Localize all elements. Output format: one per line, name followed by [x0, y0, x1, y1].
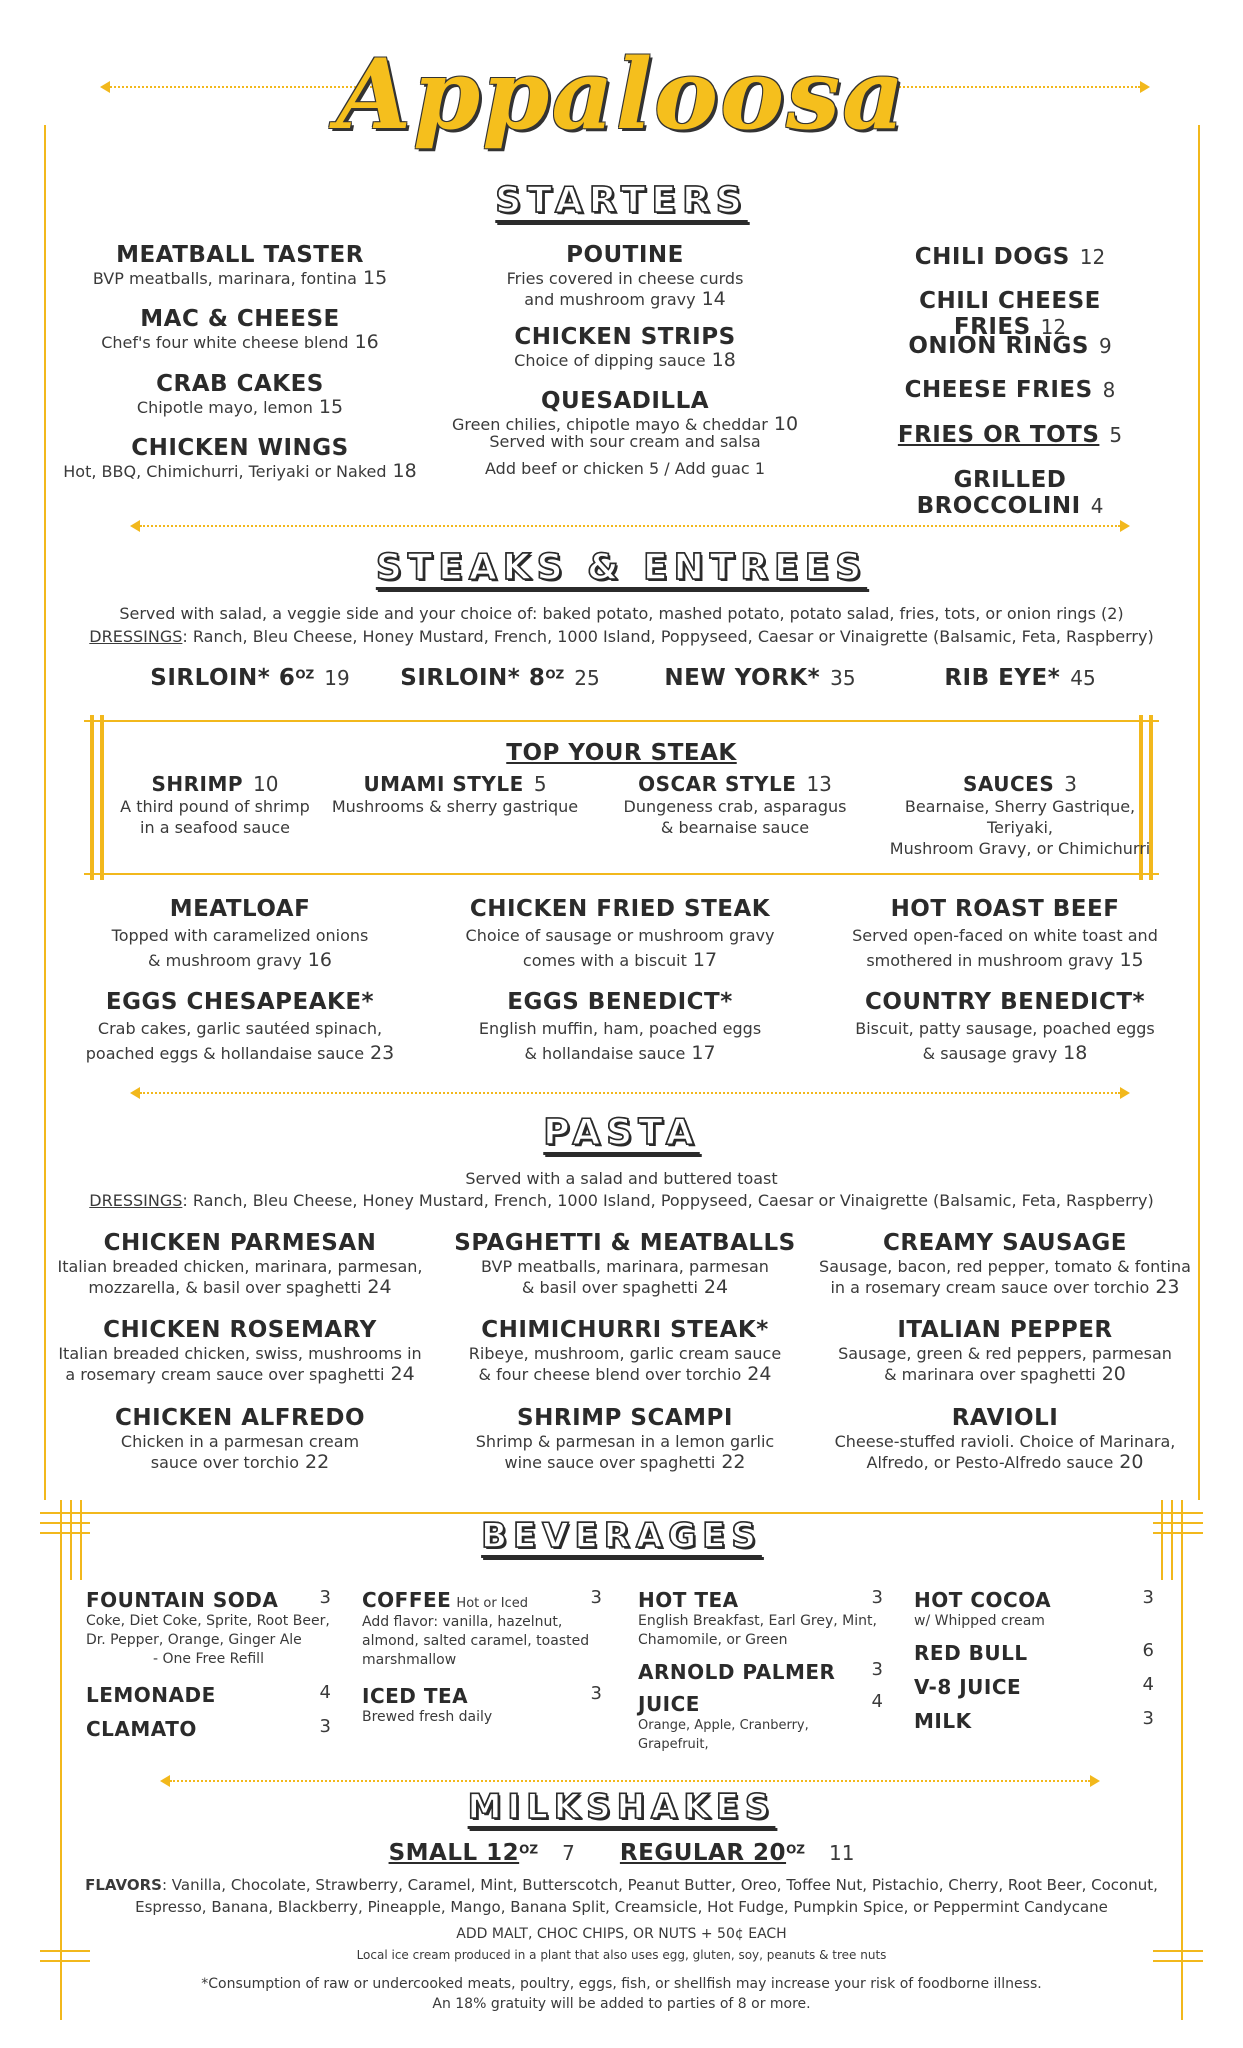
menu-item: CHICKEN FRIED STEAK Choice of sausage or mushroom gravy comes with a biscuit 17: [465, 896, 775, 971]
menu-item: CREAMY SAUSAGE Sausage, bacon, red pepper, tomato & fontina in a rosemary cream sauce over torchio 23: [819, 1230, 1191, 1298]
milkshake-flavors-2: Espresso, Banana, Blackberry, Pineapple, Mango, Banana Split, Creamsicle, Hot Fudge, Pumpkin Spice, or Peppermint Candycane: [135, 1898, 1108, 1916]
menu-item: EGGS BENEDICT* English muffin, ham, poached eggs & hollandaise sauce 17: [478, 989, 762, 1064]
menu-item: MAC & CHEESE Chef's four white cheese blend 16: [101, 306, 379, 353]
menu-item: CHICKEN ALFREDO Chicken in a parmesan cream sauce over torchio 22: [114, 1405, 366, 1473]
menu-item: SPAGHETTI & MEATBALLS BVP meatballs, marinara, parmesan & basil over spaghetti 24: [454, 1230, 796, 1298]
frame-left-line: [44, 125, 46, 1500]
arrow-icon: [130, 520, 140, 532]
menu-item: QUESADILLA Green chilies, chipotle mayo & cheddar 10 Served with sour cream and salsa Add beef or chicken 5 / Add guac 1: [451, 388, 799, 478]
arrow-icon: [130, 1087, 140, 1099]
divider: [140, 1092, 1120, 1094]
steak-cut: SIRLOIN* $8^{OZ}$ 25: [400, 665, 600, 691]
menu-item: SHRIMP SCAMPI Shrimp & parmesan in a lemon garlic wine sauce over spaghetti 22: [475, 1405, 775, 1473]
beverage-column: FOUNTAIN SODA 3 Coke, Diet Coke, Sprite, Root Beer, Dr. Pepper, Orange, Ginger Ale - One Free Refill LEMONADE 4 CLAMATO 3: [86, 1587, 331, 1741]
section-title-beverages: BEVERAGES: [481, 1516, 762, 1556]
menu-item: CRAB CAKES Chipotle mayo, lemon 15: [136, 371, 344, 418]
arrow-icon: [1090, 1775, 1100, 1787]
topping-item: UMAMI STYLE 5 Mushrooms & sherry gastrique: [331, 772, 579, 816]
menu-item: CHICKEN WINGS Hot, BBQ, Chimichurri, Teriyaki or Naked 18: [63, 435, 417, 482]
pasta-dressings: DRESSINGS: Ranch, Bleu Cheese, Honey Mustard, French, 1000 Island, Poppyseed, Caesar or Vinaigrette (Balsamic, Feta, Raspberry): [89, 1191, 1154, 1210]
menu-item: EGGS CHESAPEAKE* Crab cakes, garlic sautéed spinach, poached eggs & hollandaise sauce 23: [85, 989, 395, 1064]
frame-line: [1181, 1500, 1183, 2020]
footer-gratuity: An 18% gratuity will be added to parties of 8 or more.: [432, 1996, 811, 2012]
steak-cut: NEW YORK* 35: [664, 665, 856, 691]
section-title-pasta: PASTA: [543, 1112, 700, 1153]
menu-item: COUNTRY BENEDICT* Biscuit, patty sausage, poached eggs & sausage gravy 18: [855, 989, 1155, 1064]
milkshake-sizes: SMALL $12^{OZ}$ 7 REGULAR $20^{OZ}$ 11: [388, 1840, 855, 1866]
pasta-note: Served with a salad and buttered toast: [465, 1169, 778, 1188]
menu-item: MEATLOAF Topped with caramelized onions & mushroom gravy 16: [111, 896, 369, 971]
arrow-icon: [1120, 1087, 1130, 1099]
section-title-starters: STARTERS: [495, 180, 748, 221]
box-line: [84, 873, 1159, 875]
menu-item: CHICKEN ROSEMARY Italian breaded chicken, swiss, mushrooms in a rosemary cream sauce over spaghetti 24: [58, 1317, 422, 1385]
menu-item: CHILI CHEESE FRIES 12: [919, 288, 1101, 340]
menu-item: GRILLED BROCCOLINI 4: [916, 467, 1104, 519]
steaks-note: Served with salad, a veggie side and your choice of: baked potato, mashed potato, potato salad, fries, tots, or onion rings (2): [119, 604, 1124, 623]
menu-item: MEATBALL TASTER BVP meatballs, marinara, fontina 15: [92, 242, 388, 289]
menu-item: CHEESE FRIES 8: [904, 377, 1116, 403]
beverage-column: HOT TEA 3 English Breakfast, Earl Grey, Mint, Chamomile, or Green ARNOLD PALMER 3 JUICE 4 Orange, Apple, Cranberry, Grapefruit,: [638, 1587, 883, 1752]
topping-item: OSCAR STYLE 13 Dungeness crab, asparagus & bearnaise sauce: [623, 772, 847, 837]
steak-cut: RIB EYE* 45: [944, 665, 1096, 691]
divider: [140, 525, 1120, 527]
milkshake-flavors: FLAVORS: Vanilla, Chocolate, Strawberry, Caramel, Mint, Butterscotch, Peanut Butter, Oreo, Toffee Nut, Pistachio, Cherry, Root Beer, Coconut,: [85, 1876, 1158, 1894]
divider: [170, 1780, 1090, 1782]
menu-item: CHICKEN PARMESAN Italian breaded chicken, marinara, parmesan, mozzarella, & basil over spaghetti 24: [57, 1230, 423, 1298]
topping-item: SHRIMP 10 A third pound of shrimp in a seafood sauce: [120, 772, 310, 837]
arrow-icon: [1120, 520, 1130, 532]
menu-item: ITALIAN PEPPER Sausage, green & red peppers, parmesan & marinara over spaghetti 20: [838, 1317, 1172, 1385]
milkshake-local: Local ice cream produced in a plant that also uses egg, gluten, soy, peanuts & tree nuts: [356, 1948, 887, 1962]
section-title-milkshakes: MILKSHAKES: [467, 1787, 776, 1827]
menu-item: RAVIOLI Cheese-stuffed ravioli. Choice of Marinara, Alfredo, or Pesto-Alfredo sauce 20: [834, 1405, 1176, 1473]
steaks-dressings: DRESSINGS: Ranch, Bleu Cheese, Honey Mustard, French, 1000 Island, Poppyseed, Caesar or Vinaigrette (Balsamic, Feta, Raspberry): [89, 627, 1154, 646]
menu-item: CHICKEN STRIPS Choice of dipping sauce 18: [514, 324, 736, 371]
restaurant-logo: Appaloosa: [336, 38, 907, 151]
menu-item: HOT ROAST BEEF Served open-faced on white toast and smothered in mushroom gravy 15: [852, 896, 1158, 971]
beverage-column: COFFEE Hot or Iced 3 Add flavor: vanilla, hazelnut, almond, salted caramel, toasted marshmallow ICED TEA 3 Brewed fresh daily: [362, 1587, 602, 1725]
menu-item: CHIMICHURRI STEAK* Ribeye, mushroom, garlic cream sauce & four cheese blend over torchio 24: [468, 1317, 782, 1385]
frame-line: [60, 1500, 62, 2020]
arrow-icon: [160, 1775, 170, 1787]
section-title-steaks: STEAKS & ENTREES: [375, 547, 868, 588]
menu-item: CHILI DOGS 12: [914, 244, 1106, 270]
topping-item: SAUCES 3 Bearnaise, Sherry Gastrique, Teriyaki, Mushroom Gravy, or Chimichurri: [889, 772, 1151, 858]
menu-item: FRIES OR TOTS 5: [897, 422, 1123, 448]
menu-item: ONION RINGS 9: [908, 333, 1112, 359]
steak-cut: SIRLOIN* $6^{OZ}$ 19: [150, 665, 350, 691]
frame-line: [40, 1512, 1203, 1514]
milkshake-addons: ADD MALT, CHOC CHIPS, OR NUTS + 50¢ EACH: [456, 1926, 787, 1942]
top-your-steak-title: TOP YOUR STEAK: [506, 740, 737, 766]
beverage-column: HOT COCOA 3 w/ Whipped cream RED BULL 6 V-8 JUICE 4 MILK 3: [914, 1587, 1154, 1733]
box-line: [84, 720, 1159, 722]
footer-warning: *Consumption of raw or undercooked meats, poultry, eggs, fish, or shellfish may increase your risk of foodborne illness.: [201, 1976, 1042, 1992]
menu-item: POUTINE Fries covered in cheese curds and mushroom gravy 14: [506, 242, 744, 310]
